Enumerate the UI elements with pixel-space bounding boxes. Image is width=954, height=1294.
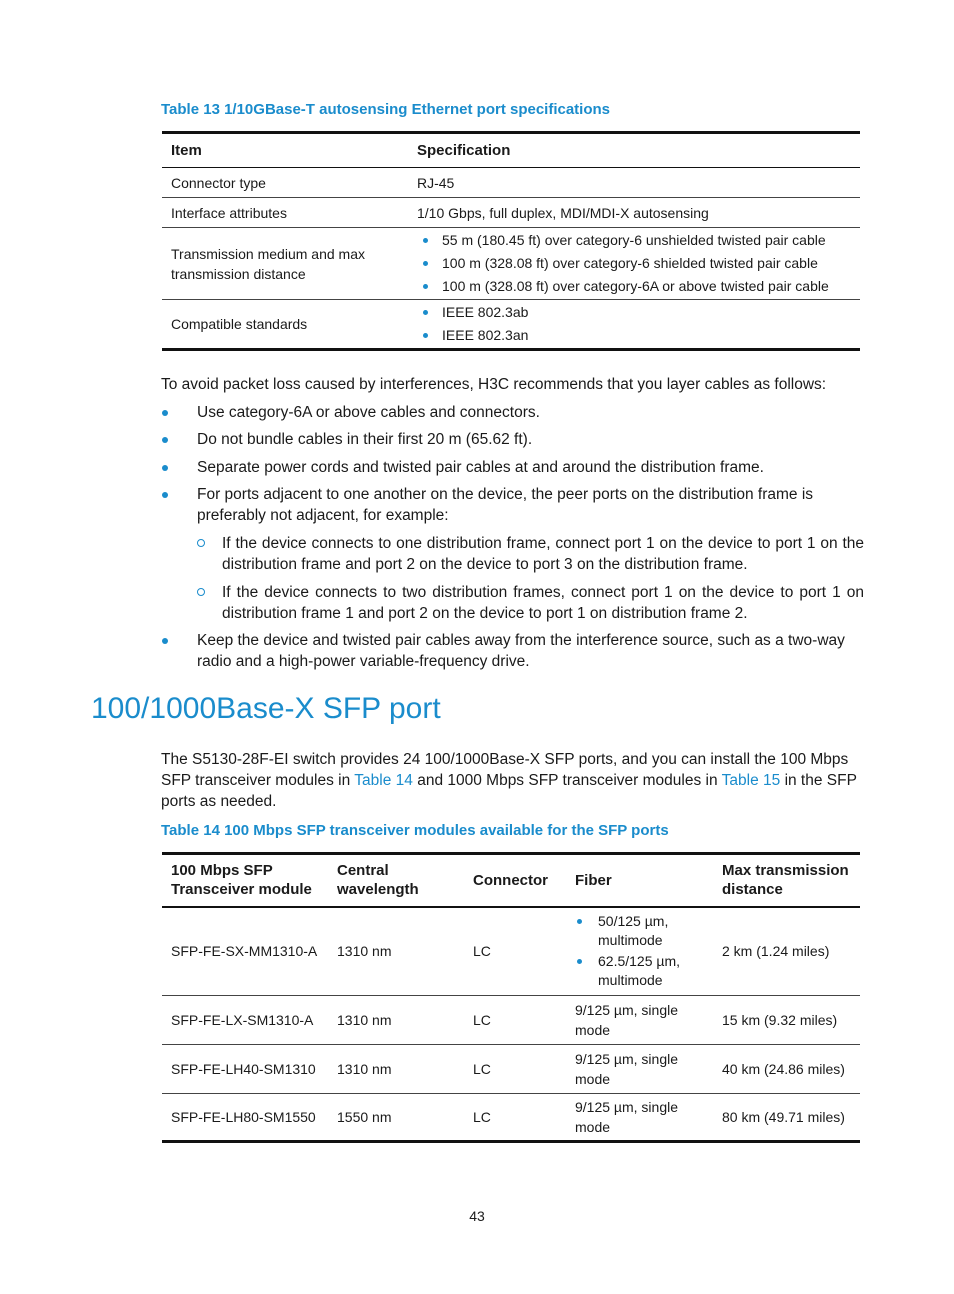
table-cell: LC bbox=[464, 907, 566, 996]
table-cell: 1310 nm bbox=[328, 1045, 464, 1094]
table-cell: LC bbox=[464, 996, 566, 1045]
table-cell bbox=[566, 907, 713, 996]
bullet-text: For ports adjacent to one another on the device, the peer ports on the distribution frame is preferably not adjacent, for example: bbox=[197, 486, 814, 524]
bullet-text: Use category-6A or above cables and connectors. bbox=[197, 404, 540, 421]
list-item: 100 m (328.08 ft) over category-6 shielded twisted pair cable bbox=[417, 252, 851, 275]
bullet-text: Keep the device and twisted pair cables away from the interference source, such as a two-way radio and a high-power variable-frequency drive. bbox=[197, 632, 845, 670]
table-cell: SFP-FE-LX-SM1310-A bbox=[162, 996, 328, 1045]
bullet-icon bbox=[162, 410, 168, 416]
section-paragraph bbox=[161, 749, 864, 812]
table-cell: 1550 nm bbox=[337, 1109, 392, 1125]
table-14-link[interactable]: Table 14 bbox=[354, 772, 413, 789]
table-cell: Compatible standards bbox=[171, 316, 308, 332]
bullet-icon bbox=[162, 492, 168, 498]
table-row bbox=[162, 907, 860, 996]
list-item: 62.5/125 µm, multimode bbox=[575, 952, 704, 990]
table-row bbox=[162, 996, 860, 1045]
paragraph-text: and 1000 Mbps SFP transceiver modules in bbox=[417, 772, 718, 789]
table-15-link[interactable]: Table 15 bbox=[721, 772, 781, 789]
bullet-icon bbox=[162, 465, 168, 471]
table-cell: 1/10 Gbps, full duplex, MDI/MDI-X autosensing bbox=[408, 198, 860, 228]
table-cell: SFP-FE-SX-MM1310-A bbox=[162, 907, 328, 996]
hollow-bullet-icon bbox=[197, 539, 205, 547]
table-cell: 40 km (24.86 miles) bbox=[713, 1045, 860, 1094]
bullet-icon bbox=[162, 638, 168, 644]
table-row bbox=[162, 300, 860, 350]
column-header: Central wavelength bbox=[328, 854, 464, 907]
list-item: 50/125 µm, multimode bbox=[575, 912, 704, 950]
table-cell bbox=[408, 300, 860, 350]
bullet-text: Do not bundle cables in their first 20 m (65.62 ft). bbox=[197, 431, 533, 448]
table-cell: SFP-FE-LH40-SM1310 bbox=[162, 1045, 328, 1094]
fiber-list bbox=[575, 912, 704, 990]
list-item: 55 m (180.45 ft) over category-6 unshielded twisted pair cable bbox=[417, 229, 851, 252]
intro-paragraph: To avoid packet loss caused by interferences, H3C recommends that you layer cables as follows: bbox=[161, 376, 827, 393]
table-14 bbox=[162, 852, 860, 1143]
spec-list bbox=[417, 301, 851, 347]
column-header: 100 Mbps SFP Transceiver module bbox=[162, 854, 328, 907]
column-header: Fiber bbox=[566, 854, 713, 907]
list-item: 100 m (328.08 ft) over category-6A or above twisted pair cable bbox=[417, 275, 851, 298]
table-row bbox=[162, 198, 860, 228]
column-header: Connector bbox=[464, 854, 566, 907]
table-cell: 1310 nm bbox=[328, 907, 464, 996]
table-cell: Transmission medium and max transmission distance bbox=[162, 228, 408, 300]
table-row bbox=[162, 1045, 860, 1094]
paragraph-text: The S5130-28F-EI switch provides 24 100/1000Base-X SFP ports, and you can install the 100 Mbps SFP transceiver modules in bbox=[161, 751, 849, 789]
list-item: IEEE 802.3ab bbox=[417, 301, 851, 324]
table-13 bbox=[162, 131, 860, 351]
table-row bbox=[162, 1094, 860, 1142]
bullet-text: Separate power cords and twisted pair cables at and around the distribution frame. bbox=[197, 459, 764, 476]
table-cell: 1310 nm bbox=[328, 996, 464, 1045]
column-header: Specification bbox=[408, 133, 860, 168]
bullet-icon bbox=[162, 437, 168, 443]
table-cell: RJ-45 bbox=[408, 168, 860, 198]
table-cell: 80 km (49.71 miles) bbox=[722, 1109, 845, 1125]
table-cell: 9/125 µm, single mode bbox=[575, 1099, 679, 1135]
spec-list bbox=[417, 229, 851, 298]
table-row bbox=[162, 228, 860, 300]
table-cell: SFP-FE-LH80-SM1550 bbox=[171, 1109, 316, 1125]
table-cell: LC bbox=[473, 1109, 491, 1125]
sub-bullet-text: If the device connects to one distribution frame, connect port 1 on the device to port 1 on the distribution frame and port 2 on the device to port 3 on the distribution frame. bbox=[222, 535, 864, 573]
table-14-caption: Table 14 100 Mbps SFP transceiver modules available for the SFP ports bbox=[161, 822, 669, 839]
page-number: 43 bbox=[469, 1208, 485, 1224]
table-cell: Connector type bbox=[162, 168, 408, 198]
column-header: Item bbox=[162, 133, 408, 168]
list-item: IEEE 802.3an bbox=[417, 324, 851, 347]
sub-bullet-text: If the device connects to two distribution frames, connect port 1 on the device to port 1 on distribution frame 1 and port 2 on the device to port 1 on distribution frame 2. bbox=[222, 584, 864, 622]
table-cell: 9/125 µm, single mode bbox=[566, 1045, 713, 1094]
table-cell bbox=[408, 228, 860, 300]
section-heading: 100/1000Base-X SFP port bbox=[91, 692, 441, 725]
table-cell: 9/125 µm, single mode bbox=[566, 996, 713, 1045]
table-cell: LC bbox=[464, 1045, 566, 1094]
table-cell: Interface attributes bbox=[162, 198, 408, 228]
table-13-caption: Table 13 1/10GBase-T autosensing Ethernet port specifications bbox=[161, 101, 611, 118]
hollow-bullet-icon bbox=[197, 588, 205, 596]
table-row bbox=[162, 168, 860, 198]
column-header: Max transmission distance bbox=[713, 854, 860, 907]
table-cell: 2 km (1.24 miles) bbox=[713, 907, 860, 996]
table-cell: 15 km (9.32 miles) bbox=[713, 996, 860, 1045]
paragraph-text: in the SFP ports as needed. bbox=[161, 772, 857, 810]
